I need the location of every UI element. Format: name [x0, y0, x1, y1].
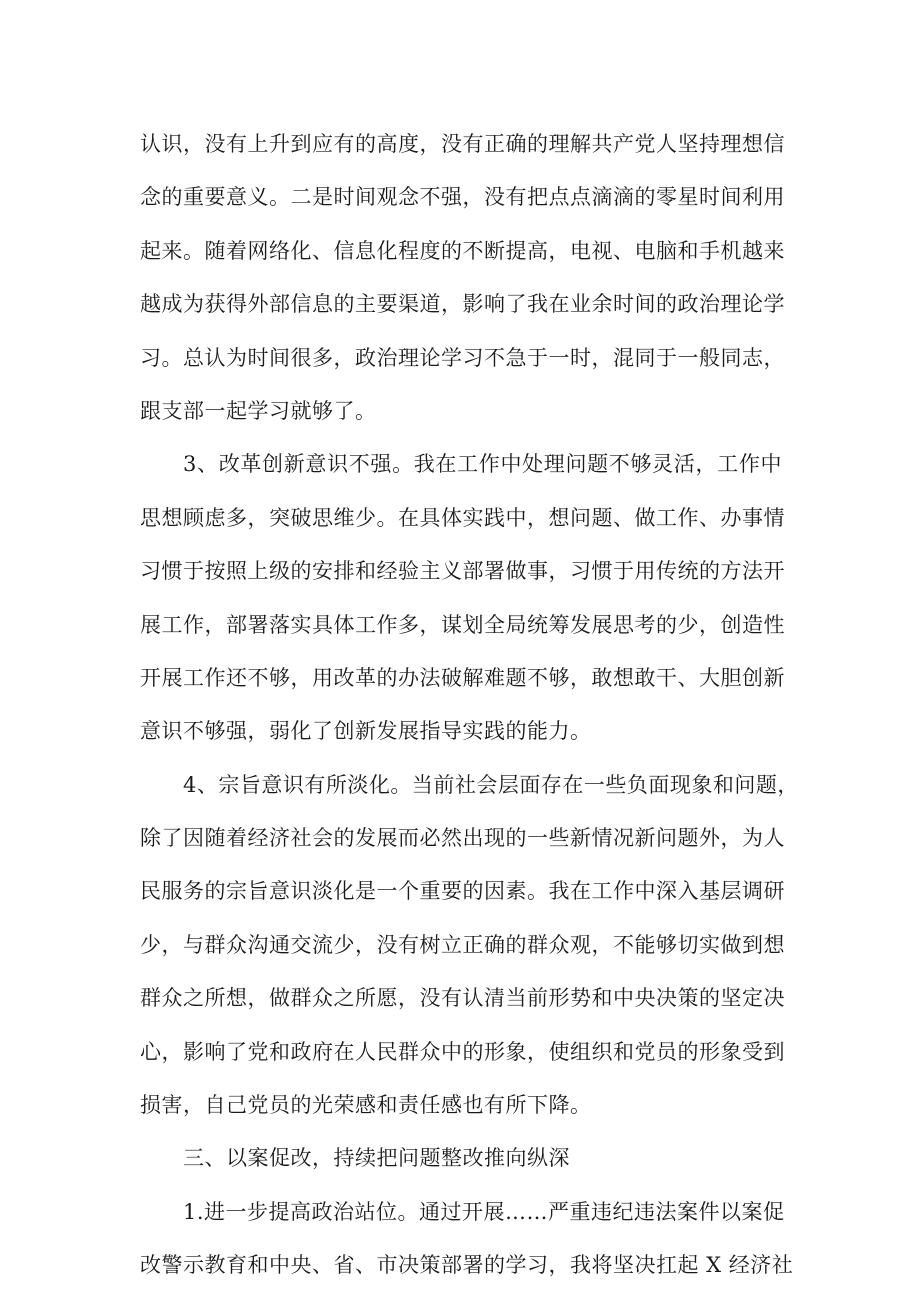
- body-line-6: 跟支部一起学习就够了。: [140, 398, 377, 423]
- paragraph-4-line-1: 4、宗旨意识有所淡化。当前社会层面存在一些负面现象和问题，: [183, 772, 799, 797]
- body-line-2: 念的重要意义。二是时间观念不强，没有把点点滴滴的零星时间利用: [140, 185, 785, 210]
- paragraph-4-line-4: 少，与群众沟通交流少，没有树立正确的群众观，不能够切实做到想: [140, 932, 785, 957]
- paragraph-3-line-6: 意识不够强，弱化了创新发展指导实践的能力。: [140, 719, 592, 744]
- paragraph-4-line-7: 损害，自己党员的光荣感和责任感也有所下降。: [140, 1093, 592, 1118]
- body-line-3: 起来。随着网络化、信息化程度的不断提高，电视、电脑和手机越来: [140, 238, 785, 263]
- paragraph-4-line-6: 心，影响了党和政府在人民群众中的形象，使组织和党员的形象受到: [140, 1039, 785, 1064]
- paragraph-4-line-2: 除了因随着经济社会的发展而必然出现的一些新情况新问题外，为人: [140, 826, 785, 851]
- paragraph-4-line-3: 民服务的宗旨意识淡化是一个重要的因素。我在工作中深入基层调研: [140, 879, 785, 904]
- body-line-1: 认识，没有上升到应有的高度，没有正确的理解共产党人坚持理想信: [140, 132, 785, 156]
- section-heading: 三、以案促改，持续把问题整改推向纵深: [183, 1146, 570, 1171]
- body-line-4: 越成为获得外部信息的主要渠道，影响了我在业余时间的政治理论学: [140, 292, 785, 317]
- paragraph-3-line-1: 3、改革创新意识不强。我在工作中处理问题不够灵活，工作中: [183, 452, 782, 477]
- body-line-5: 习。总认为时间很多，政治理论学习不急于一时，混同于一般同志，: [140, 345, 785, 370]
- section-paragraph-1-line-1: 1.进一步提高政治站位。通过开展……严重违纪违法案件以案促: [183, 1199, 785, 1224]
- document-body: [140, 118, 799, 1293]
- paragraph-3-line-2: 思想顾虑多，突破思维少。在具体实践中，想问题、做工作、办事情: [140, 505, 785, 530]
- paragraph-3-line-5: 开展工作还不够，用改革的办法破解难题不够，敢想敢干、大胆创新: [140, 665, 785, 690]
- paragraph-3-line-3: 习惯于按照上级的安排和经验主义部署做事，习惯于用传统的方法开: [140, 559, 785, 584]
- paragraph-4-line-5: 群众之所想，做群众之所愿，没有认清当前形势和中央决策的坚定决: [140, 986, 785, 1011]
- paragraph-3-line-4: 展工作，部署落实具体工作多，谋划全局统筹发展思考的少，创造性: [140, 612, 785, 637]
- section-paragraph-1-line-2: 改警示教育和中央、省、市决策部署的学习，我将坚决扛起 X 经济社: [140, 1253, 794, 1278]
